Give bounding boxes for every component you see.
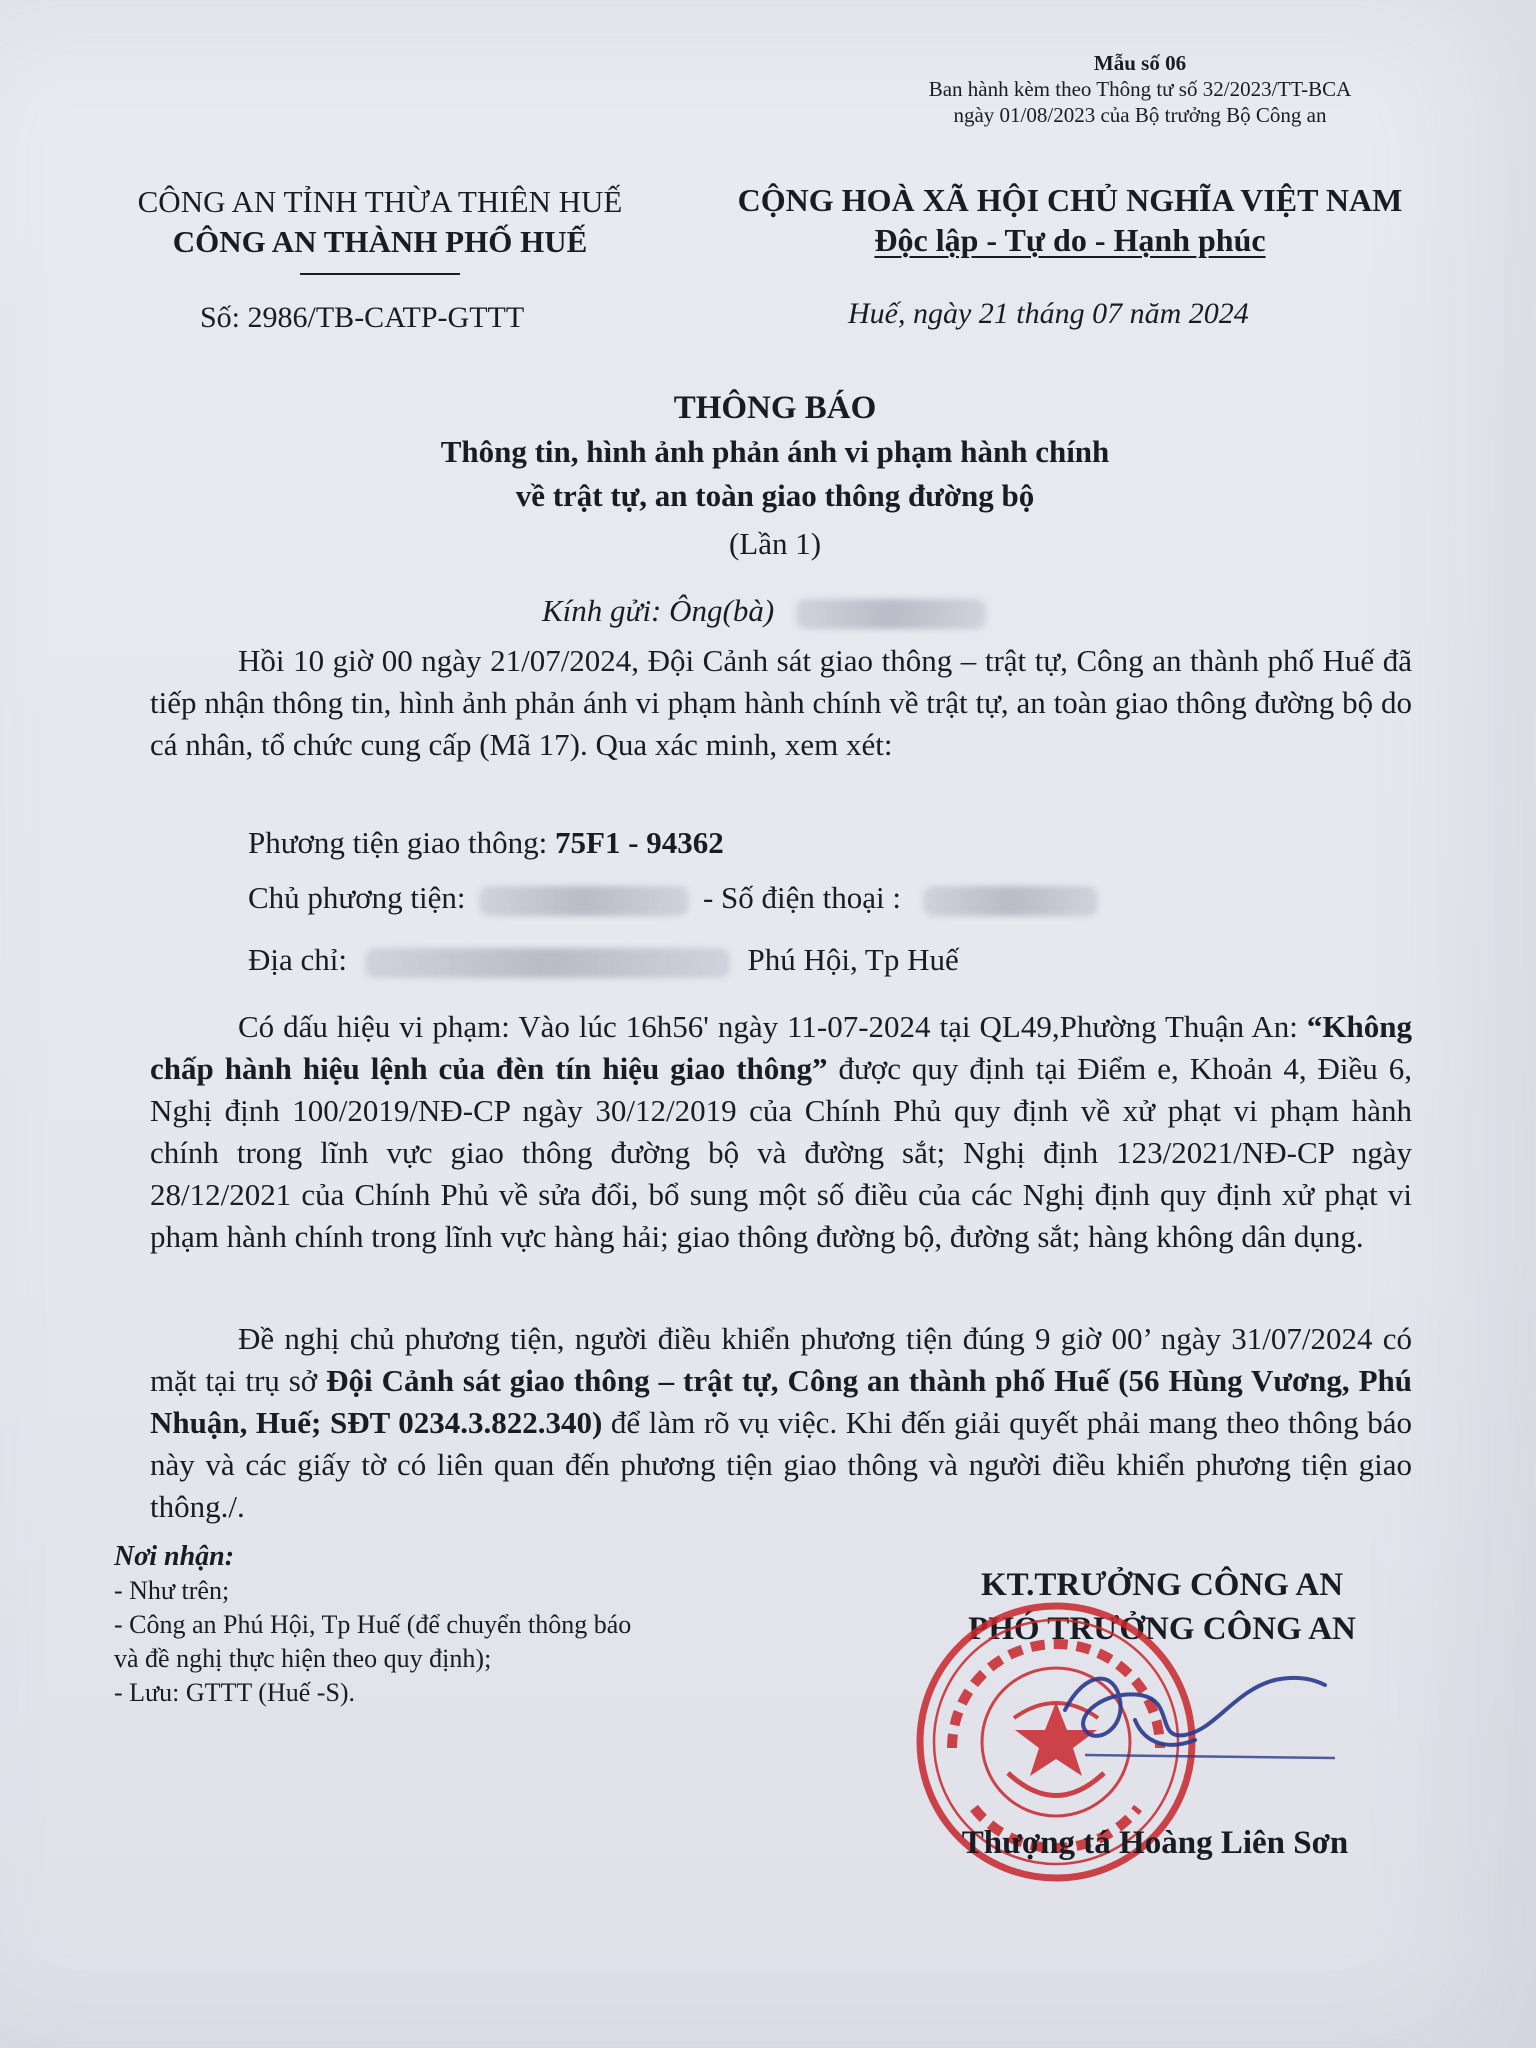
redacted-recipient-name <box>796 599 986 629</box>
violation-text-1: Có dấu hiệu vi phạm: Vào lúc 16h56' ngày 11-07-2024 tại QL49,Phường Thuận An: <box>238 1009 1307 1044</box>
redacted-phone-number <box>923 886 1098 916</box>
redacted-owner-name <box>479 886 689 916</box>
signature-title-line1: KT.TRƯỞNG CÔNG AN <box>980 1567 1344 1603</box>
redacted-address <box>365 948 730 978</box>
recipient-item: - Công an Phú Hội, Tp Huế (để chuyển thông báo <box>114 1610 632 1639</box>
form-code-title: Mẫu số 06 <box>1093 51 1187 75</box>
recipient-item: - Lưu: GTTT (Huế -S). <box>114 1678 356 1707</box>
agency-name: CÔNG AN THÀNH PHỐ HUẾ <box>172 224 588 259</box>
signature-title-line2: PHÓ TRƯỞNG CÔNG AN <box>968 1611 1356 1647</box>
document-subtitle-2: về trật tự, an toàn giao thông đường bộ <box>515 478 1035 513</box>
request-text-2: để làm rõ vụ việc. Khi đến giải quyết phải mang theo thông báo này và các giấy tờ có liên quan đến phương tiện giao thông và người điều khiển phương tiện giao thông./. <box>150 1405 1412 1524</box>
owner-label: Chủ phương tiện: <box>248 880 466 915</box>
recipient-item: và đề nghị thực hiện theo quy định); <box>114 1644 492 1673</box>
document-subtitle-1: Thông tin, hình ảnh phản ánh vi phạm hành chính <box>440 434 1110 469</box>
address-label: Địa chỉ: <box>248 942 347 977</box>
issuing-agency-header <box>100 182 660 275</box>
signer-name: Thượng tá Hoàng Liên Sơn <box>961 1825 1349 1861</box>
request-location: Đội Cảnh sát giao thông – trật tự, Công an thành phố Huế (56 Hùng Vương, Phú Nhuận, Huế; SĐT 0234.3.822.340) <box>150 1363 1412 1440</box>
agency-parent: CÔNG AN TỈNH THỪA THIÊN HUẾ <box>137 184 623 219</box>
address-suffix: Phú Hội, Tp Huế <box>747 942 959 977</box>
phone-label: - Số điện thoại : <box>702 880 902 915</box>
violation-name: “Không chấp hành hiệu lệnh của đèn tín hiệu giao thông” <box>150 1009 1412 1086</box>
address-field <box>248 942 959 978</box>
request-text-1: Đề nghị chủ phương tiện, người điều khiển phương tiện đúng 9 giờ 00’ ngày 31/07/2024 có mặt tại trụ sở <box>150 1321 1412 1398</box>
vehicle-plate: 75F1 - 94362 <box>555 825 724 860</box>
recipient-item: - Như trên; <box>114 1576 230 1605</box>
title-block <box>200 386 1350 570</box>
recipients-heading: Nơi nhận: <box>114 1541 235 1572</box>
vehicle-field <box>248 825 724 861</box>
national-motto: Độc lập - Tự do - Hạnh phúc <box>874 222 1266 258</box>
vehicle-label: Phương tiện giao thông: <box>248 825 556 860</box>
recipient-line <box>542 593 986 629</box>
notice-round: (Lần 1) <box>728 526 822 561</box>
national-header <box>690 180 1450 260</box>
agency-underline <box>300 267 460 275</box>
intro-text: Hồi 10 giờ 00 ngày 21/07/2024, Đội Cảnh sát giao thông – trật tự, Công an thành phố Huế đã tiếp nhận thông tin, hình ảnh phản ánh vi phạm hành chính về trật tự, an toàn giao thông đường bộ do cá nhân, tổ chức cung cấp (Mã 17). Qua xác minh, xem xét: <box>150 643 1412 762</box>
request-paragraph <box>150 1318 1412 1528</box>
document-title: THÔNG BÁO <box>673 390 877 426</box>
intro-paragraph <box>150 640 1412 766</box>
place-date: Huế, ngày 21 tháng 07 năm 2024 <box>848 297 1249 330</box>
form-code-line1: Ban hành kèm theo Thông tư số 32/2023/TT-BCA <box>928 77 1352 101</box>
document-number: Số: 2986/TB-CATP-GTTT <box>200 301 525 334</box>
violation-paragraph <box>150 1006 1412 1258</box>
violation-text-2: được quy định tại Điểm e, Khoản 4, Điều 6, Nghị định 100/2019/NĐ-CP ngày 30/12/2019 của Chính Phủ quy định về xử phạt vi phạm hành chính trong lĩnh vực giao thông đường bộ và đường sắt; Nghị định 123/2021/NĐ-CP ngày 28/12/2021 của Chính Phủ về sửa đổi, bổ sung một số điều của các Nghị định quy định xử phạt vi phạm hành chính trong lĩnh vực hàng hải; giao thông đường bộ, đường sắt; hàng không dân dụng. <box>150 1051 1413 1254</box>
owner-field <box>248 880 1098 916</box>
recipient-label: Kính gửi: Ông(bà) <box>542 593 775 628</box>
form-code-line2: ngày 01/08/2023 của Bộ trưởng Bộ Công an <box>953 103 1327 127</box>
handwritten-signature <box>1045 1650 1345 1770</box>
recipients-block <box>114 1540 631 1710</box>
form-code-block <box>880 50 1400 128</box>
country-name: CỘNG HOÀ XÃ HỘI CHỦ NGHĨA VIỆT NAM <box>737 182 1403 218</box>
